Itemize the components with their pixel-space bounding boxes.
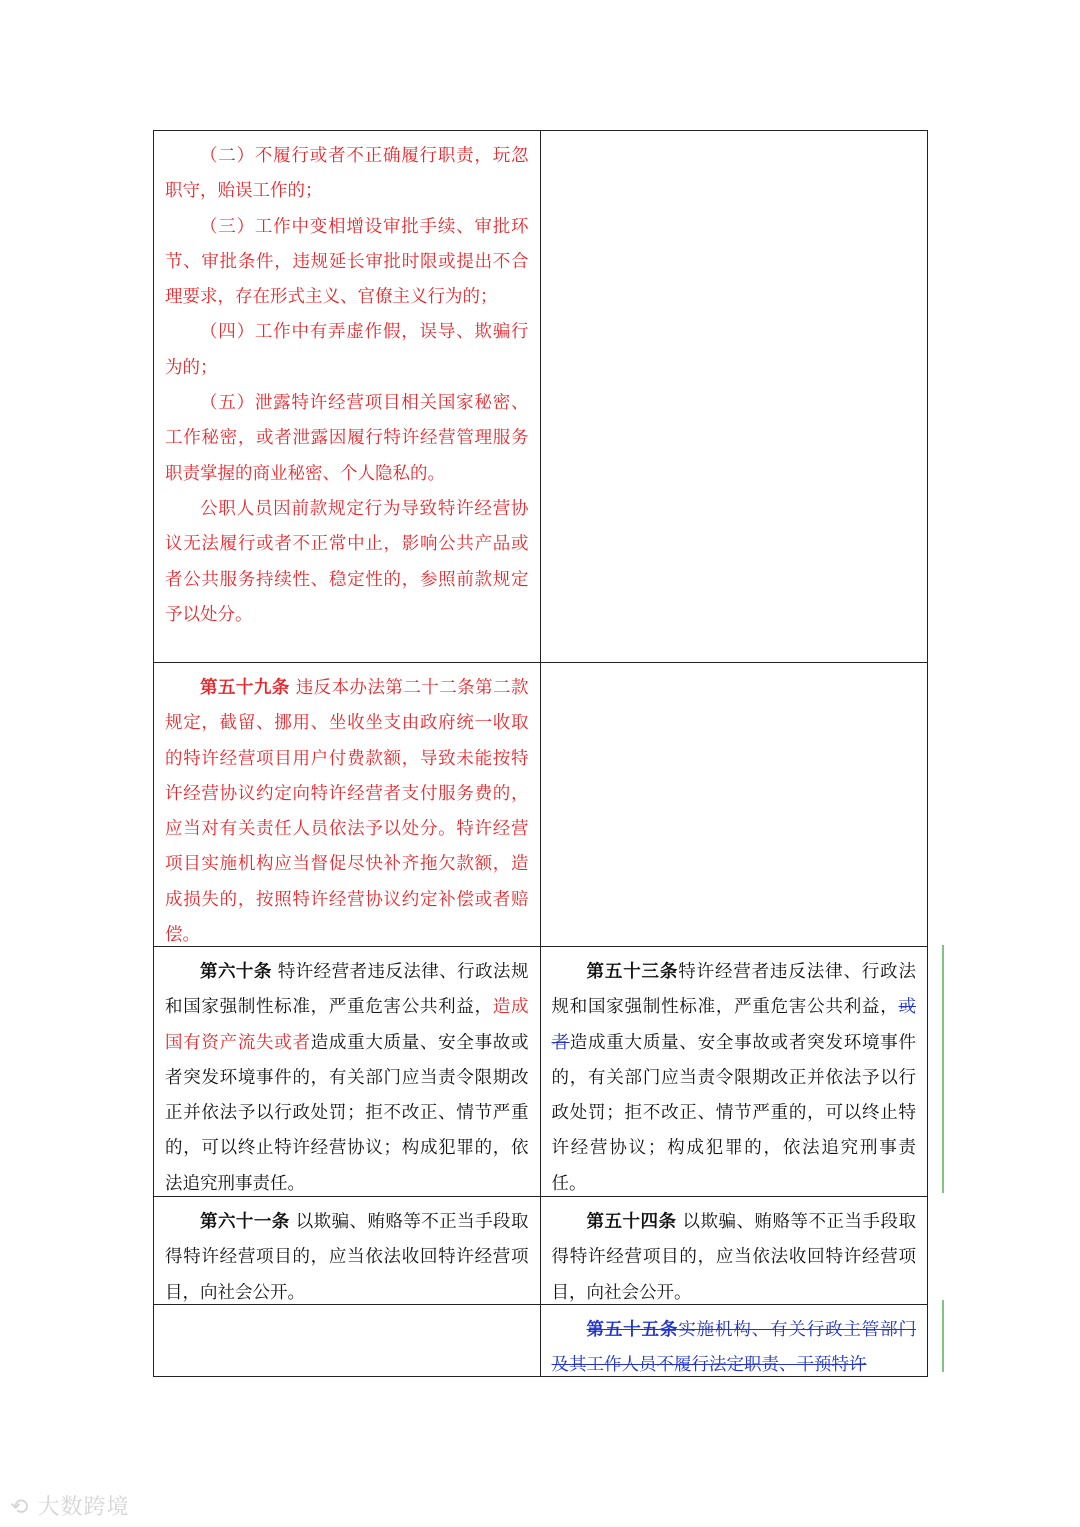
- watermark-text: 大数跨境: [37, 1495, 130, 1520]
- watermark-logo: ⟲ 大数跨境: [10, 1495, 130, 1520]
- old-text-cell: [541, 947, 928, 1196]
- old-text-cell: [541, 1305, 928, 1376]
- new-text-cell: [154, 1305, 541, 1376]
- inserted-text: 造成国有资产流失或者: [165, 997, 529, 1053]
- article-number: 第五十九条: [200, 678, 290, 698]
- article-number: 第六十一条: [200, 1212, 290, 1232]
- new-text-cell: [154, 663, 541, 946]
- article-body: 特许经营者违反法律、行政法规和国家强制性标准，严重危害公共利益，: [551, 962, 916, 1018]
- article-body: 违反本办法第二十二条第二款规定，截留、挪用、坐收坐支由政府统一收取的特许经营项目用户付费款额，导致未能按特许经营协议约定向特许经营者支付服务费的，应当对有关责任人员依法予以处分。特许经营项目实施机构应当督促尽快补齐拖欠款额，造成损失的，按照特许经营协议约定补偿或者赔偿。: [165, 678, 529, 946]
- article-body: 造成重大质量、安全事故或者突发环境事件的，有关部门应当责令限期改正并依法予以行政处罚；拒不改正、情节严重的，可以终止特许经营协议；构成犯罪的，依法追究刑事责任。: [551, 1032, 917, 1194]
- article-54: [552, 1205, 917, 1311]
- new-text-cell: [154, 1197, 541, 1304]
- clause-item: 公职人员因前款规定行为导致特许经营协议无法履行或者不正常中止，影响公共产品或者公共服务持续性、稳定性的，参照前款规定予以处分。: [165, 498, 529, 625]
- article-61: [165, 1205, 529, 1311]
- revision-bar: [942, 945, 944, 1193]
- table-row: [154, 1196, 927, 1304]
- article-body: 以欺骗、贿赂等不正当手段取得特许经营项目的，应当依法收回特许经营项目，向社会公开。: [551, 1212, 916, 1303]
- table-row: [154, 131, 927, 662]
- clause-item: （四）工作中有弄虚作假，误导、欺骗行为的；: [165, 322, 529, 378]
- table-row: [154, 1304, 927, 1376]
- article-number: 第五十三条: [586, 962, 679, 982]
- new-text-cell: [154, 131, 541, 662]
- old-text-cell: [541, 1197, 928, 1304]
- article-body: 特许经营者违反法律、行政法规和国家强制性标准，严重危害公共利益，: [165, 962, 529, 1018]
- table-row: [154, 946, 927, 1196]
- article-55: [552, 1313, 917, 1384]
- clause-item: （三）工作中变相增设审批手续、审批环节、审批条件，违规延长审批时限或提出不合理要求，存在形式主义、官僚主义行为的；: [165, 216, 529, 308]
- revision-bar: [942, 1300, 944, 1372]
- old-text-cell: [541, 131, 928, 662]
- new-text-cell: [154, 947, 541, 1196]
- article-body: 造成重大质量、安全事故或者突发环境事件的，有关部门应当责令限期改正并依法予以行政处罚；拒不改正、情节严重的，可以终止特许经营协议；构成犯罪的，依法追究刑事责任。: [165, 1032, 529, 1194]
- article-53: [552, 955, 917, 1202]
- article-body: 实施机构、有关行政主管部门及其工作人员不履行法定职责、干预特许: [551, 1320, 916, 1376]
- article-59: [165, 671, 529, 953]
- clause-item: （五）泄露特许经营项目相关国家秘密、工作秘密，或者泄露因履行特许经营管理服务职责掌握的商业秘密、个人隐私的。: [165, 393, 529, 484]
- article-60: [165, 955, 529, 1202]
- comparison-table: [153, 130, 928, 1377]
- table-row: [154, 662, 927, 946]
- article-number: 第六十条: [200, 962, 272, 982]
- old-text-cell: [541, 663, 928, 946]
- article-body: 以欺骗、贿赂等不正当手段取得特许经营项目的，应当依法收回特许经营项目，向社会公开。: [165, 1212, 529, 1303]
- clause-item: （二）不履行或者不正确履行职责，玩忽职守，贻误工作的；: [165, 146, 529, 202]
- article-number: 第五十四条: [586, 1212, 677, 1232]
- article-number: 第五十五条: [586, 1320, 679, 1340]
- deleted-text: 或者: [551, 997, 916, 1053]
